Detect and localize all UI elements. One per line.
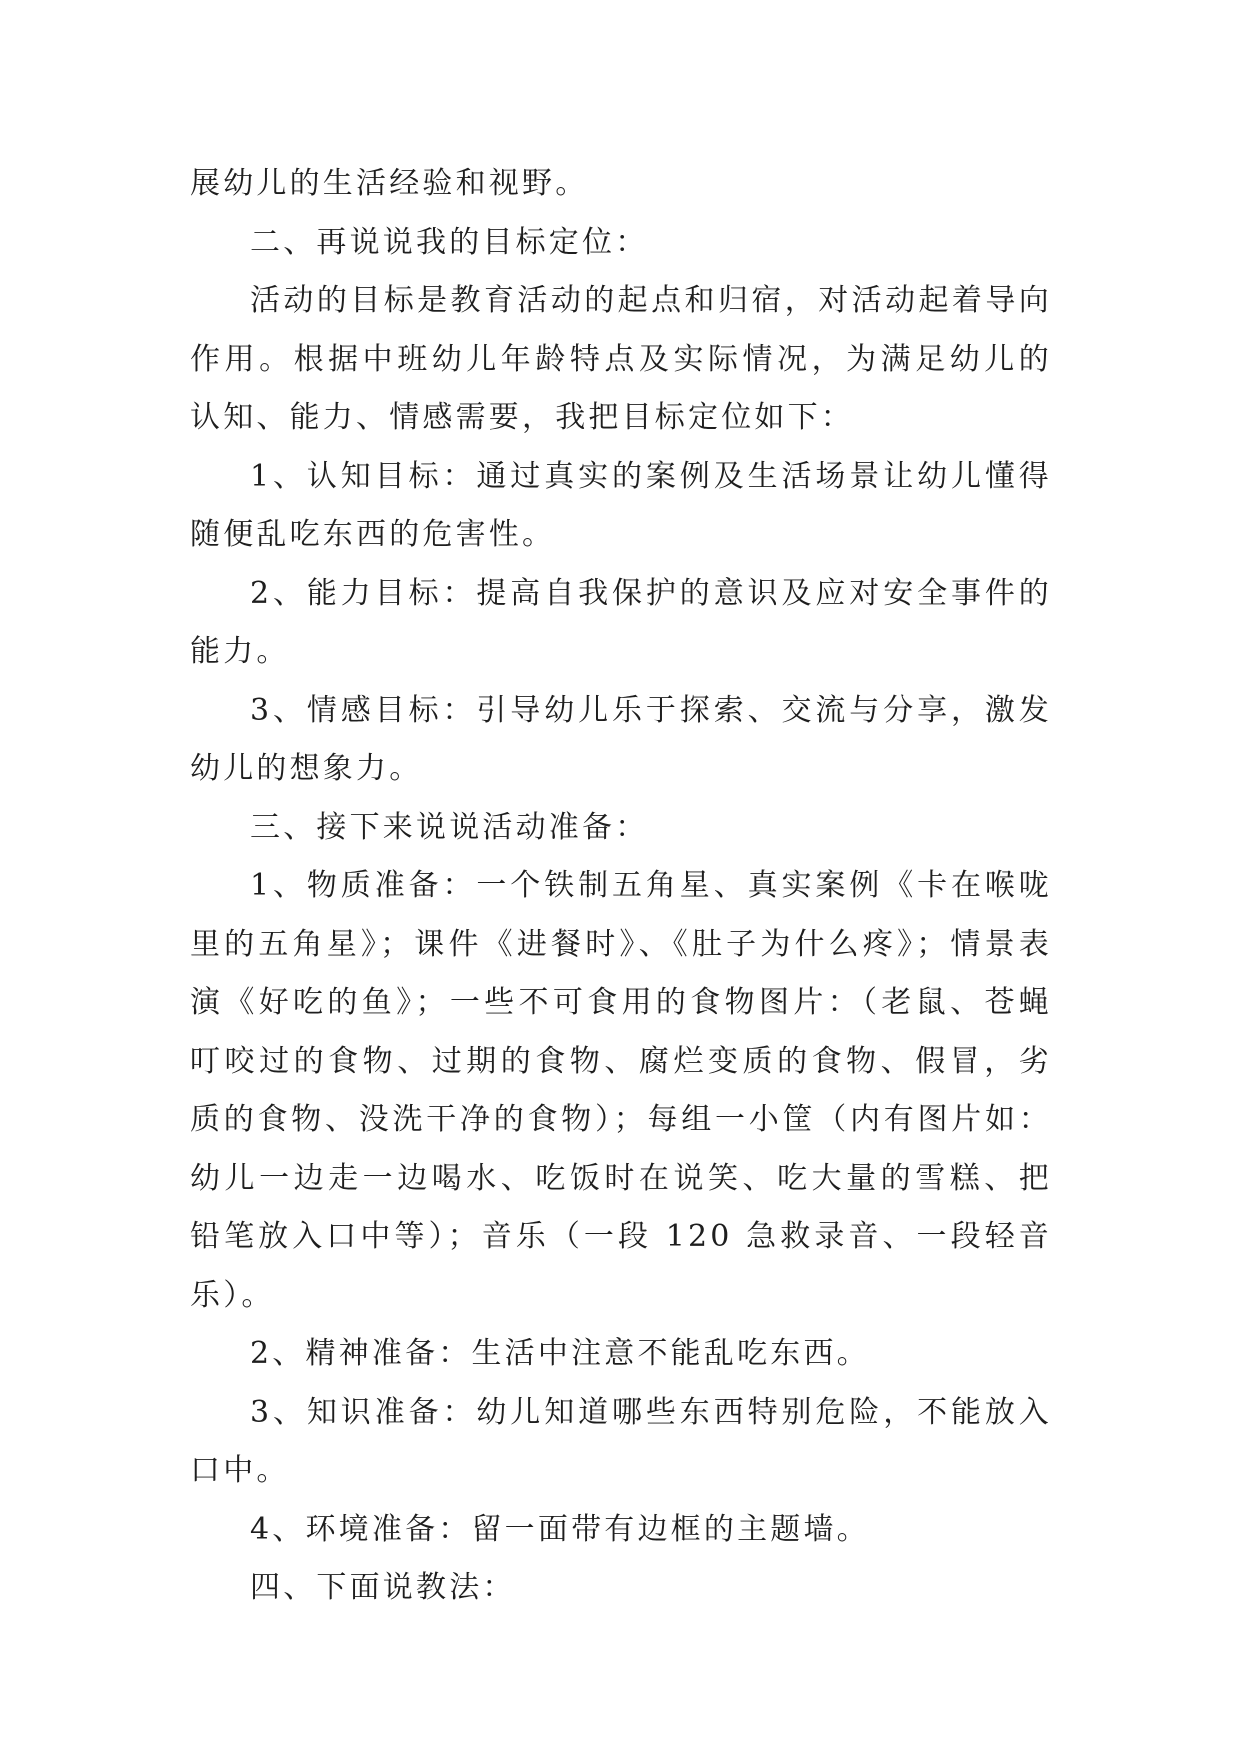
goal-ability: 2、能力目标：提高自我保护的意识及应对安全事件的能力。 (190, 575, 1052, 669)
section-heading-teaching-methods: 四、下面说教法： (250, 1570, 516, 1605)
prep-material: 1、物质准备：一个铁制五角星、真实案例《卡在喉咙里的五角星》；课件《进餐时》、《肚子为什么疼》；情景表演《好吃的鱼》；一些不可食用的食物图片：（老鼠、苍蝇叮咬过的食物、过期的食物、腐烂变质的食物、假冒，劣质的食物、没洗干净的食物）；每组一小筐（内有图片如：幼儿一边走一边喝水、吃饭时在说笑、吃大量的雪糕、把铅笔放入口中等）；音乐（一段 120 急救录音、一段轻音乐）。 (190, 868, 1052, 1313)
prep-knowledge: 3、知识准备：幼儿知道哪些东西特别危险，不能放入口中。 (190, 1394, 1052, 1488)
goal-cognitive: 1、认知目标：通过真实的案例及生活场景让幼儿懂得随便乱吃东西的危害性。 (190, 458, 1052, 552)
paragraph-goals-intro: 活动的目标是教育活动的起点和归宿，对活动起着导向作用。根据中班幼儿年龄特点及实际情况，为满足幼儿的认知、能力、情感需要，我把目标定位如下： (190, 283, 1052, 435)
section-heading-preparation: 三、接下来说说活动准备： (250, 809, 649, 845)
section-heading-goals: 二、再说说我的目标定位： (250, 224, 649, 260)
paragraph-continuation: 展幼儿的生活经验和视野。 (190, 166, 589, 201)
document-body (190, 155, 1052, 1618)
goal-emotion: 3、情感目标：引导幼儿乐于探索、交流与分享，激发幼儿的想象力。 (190, 692, 1052, 786)
prep-mental: 2、精神准备：生活中注意不能乱吃东西。 (250, 1336, 870, 1371)
prep-environment: 4、环境准备：留一面带有边框的主题墙。 (250, 1511, 870, 1547)
